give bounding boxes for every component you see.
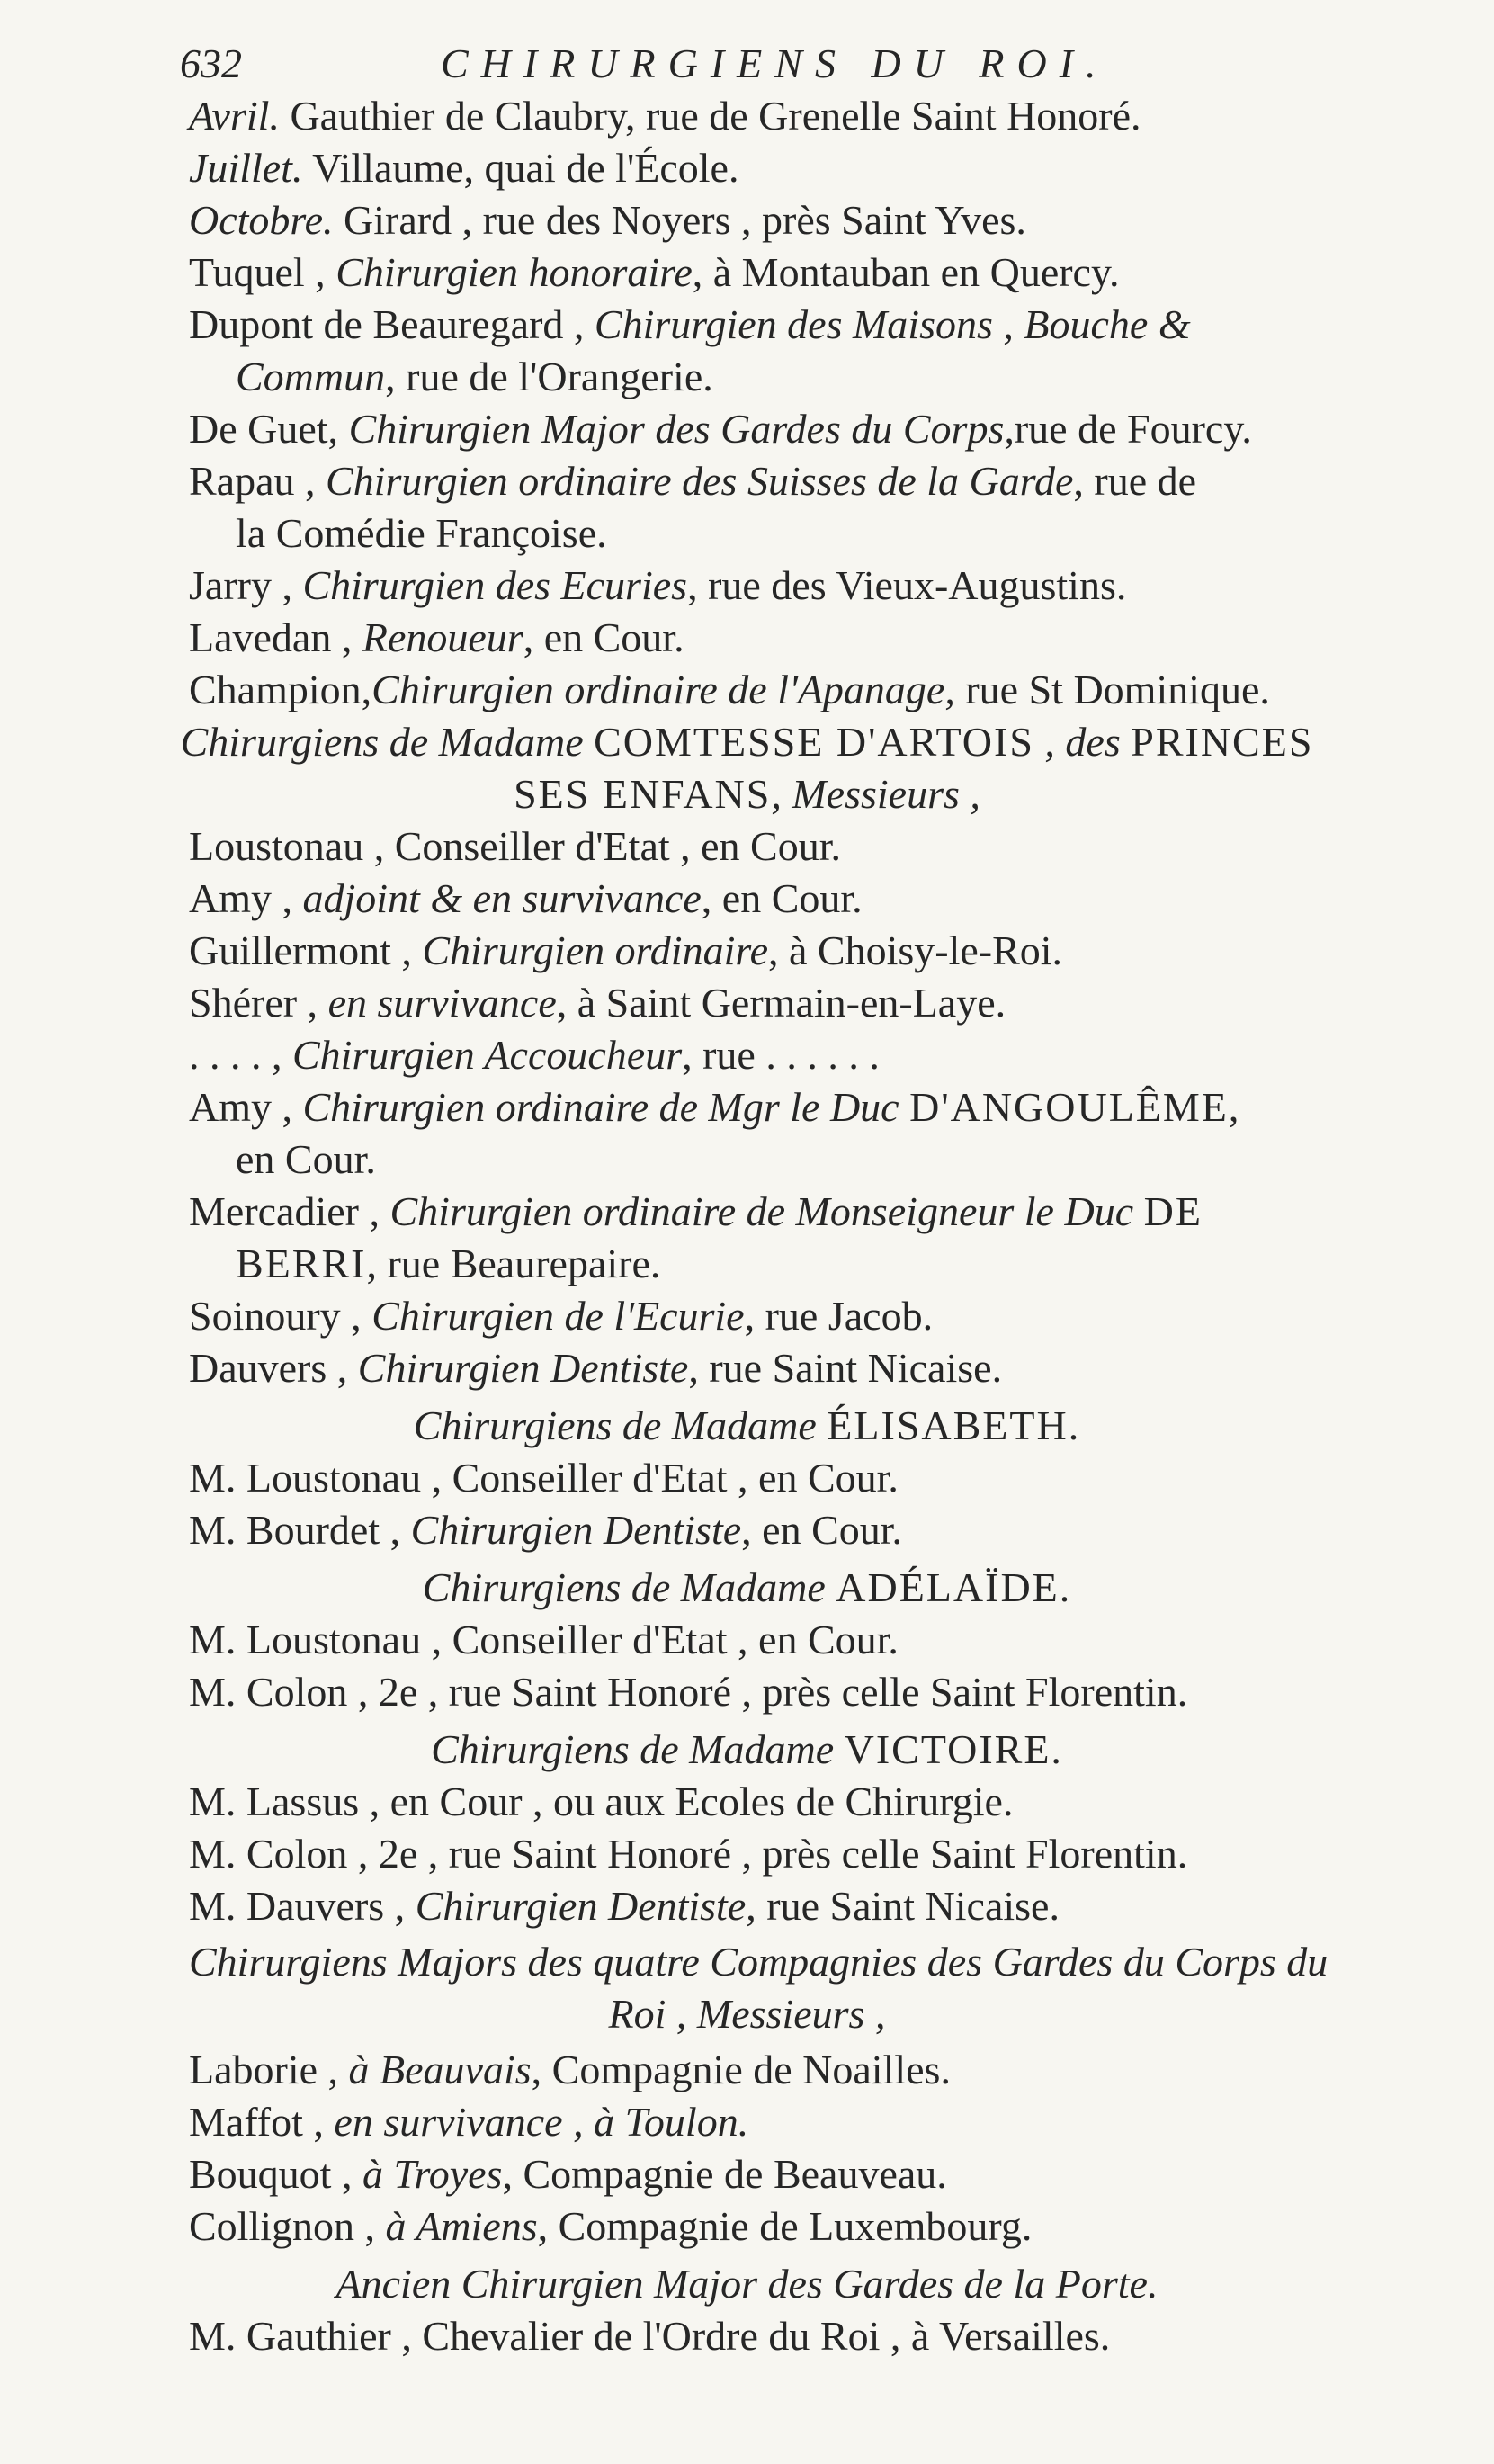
entry-dauvers: Dauvers , Chirurgien Dentiste, rue Saint Nicaise. [189,1345,1003,1391]
heading-ancien: Ancien Chirurgien Major des Gardes de la Porte. [335,2261,1159,2307]
entry-tuquel: Tuquel , Chirurgien honoraire, à Montauban en Quercy. [189,249,1120,295]
entry-juillet: Juillet. Villaume, quai de l'École. [189,145,739,191]
entry-dupont: Dupont de Beauregard , Chirurgien des Maisons , Bouche & [189,301,1191,347]
entry-mercadier: Mercadier , Chirurgien ordinaire de Monseigneur le Duc DE [189,1188,1203,1234]
heading-gardes: Chirurgiens Majors des quatre Compagnies des Gardes du Corps du [189,1939,1328,1985]
entry-adelaide-1: M. Loustonau , Conseiller d'Etat , en Cour. [189,1617,899,1662]
entry-lavedan: Lavedan , Renoueur, en Cour. [189,614,684,660]
entry-bouquot: Bouquot , à Troyes, Compagnie de Beauveau. [189,2151,947,2197]
entry-adelaide-2: M. Colon , 2e , rue Saint Honoré , près celle Saint Florentin. [189,1669,1188,1715]
page-number: 632 [180,40,242,86]
entry-amy-angouleme-cont: en Cour. [236,1136,376,1182]
entry-laborie: Laborie , à Beauvais, Compagnie de Noailles. [189,2047,951,2092]
entry-deguet: De Guet, Chirurgien Major des Gardes du Corps,rue de Fourcy. [189,406,1252,452]
entry-dupont-cont: Commun, rue de l'Orangerie. [236,354,713,399]
entry-guillermont: Guillermont , Chirurgien ordinaire, à Choisy-le-Roi. [189,927,1063,973]
running-title: CHIRURGIENS DU ROI. [441,40,1109,86]
entry-rapau: Rapau , Chirurgien ordinaire des Suisses de la Garde, rue de [189,458,1197,504]
entry-elisabeth-1: M. Loustonau , Conseiller d'Etat , en Cour. [189,1455,899,1501]
entry-champion: Champion,Chirurgien ordinaire de l'Apanage, rue St Dominique. [189,667,1270,712]
entry-amy: Amy , adjoint & en survivance, en Cour. [189,875,863,921]
entry-ancien: M. Gauthier , Chevalier de l'Ordre du Roi , à Versailles. [189,2313,1111,2359]
entry-victoire-2: M. Colon , 2e , rue Saint Honoré , près celle Saint Florentin. [189,1831,1188,1877]
entry-elisabeth-2: M. Bourdet , Chirurgien Dentiste, en Cour. [189,1507,903,1553]
heading-artois: Chirurgiens de Madame COMTESSE D'ARTOIS , des PRINCES [180,719,1314,765]
entry-octobre: Octobre. Girard , rue des Noyers , près Saint Yves. [189,197,1026,243]
entry-jarry: Jarry , Chirurgien des Ecuries, rue des Vieux-Augustins. [189,562,1127,608]
entry-sherer: Shérer , en survivance, à Saint Germain-en-Laye. [189,980,1006,1026]
entry-loustonau: Loustonau , Conseiller d'Etat , en Cour. [189,823,842,869]
heading-victoire: Chirurgiens de Madame VICTOIRE. [431,1726,1063,1772]
heading-elisabeth: Chirurgiens de Madame ÉLISABETH. [413,1402,1081,1448]
entry-maffot: Maffot , en survivance , à Toulon. [189,2099,749,2145]
heading-gardes-cont: Roi , Messieurs , [608,1991,886,2037]
entry-victoire-1: M. Lassus , en Cour , ou aux Ecoles de Chirurgie. [189,1779,1014,1824]
heading-artois-cont: SES ENFANS, Messieurs , [514,771,980,817]
entry-amy-angouleme: Amy , Chirurgien ordinaire de Mgr le Duc D'ANGOULÊME, [189,1084,1241,1130]
entry-victoire-3: M. Dauvers , Chirurgien Dentiste, rue Saint Nicaise. [189,1883,1060,1929]
entry-accoucheur: . . . . , Chirurgien Accoucheur, rue . . . . . . [189,1032,880,1078]
entry-avril: Avril. Gauthier de Claubry, rue de Grenelle Saint Honoré. [189,93,1141,139]
heading-adelaide: Chirurgiens de Madame ADÉLAÏDE. [422,1564,1072,1610]
entry-collignon: Collignon , à Amiens, Compagnie de Luxembourg. [189,2203,1033,2249]
entry-soinoury: Soinoury , Chirurgien de l'Ecurie, rue Jacob. [189,1293,934,1339]
entry-rapau-cont: la Comédie Françoise. [236,510,607,556]
entry-mercadier-cont: BERRI, rue Beaurepaire. [236,1241,661,1286]
